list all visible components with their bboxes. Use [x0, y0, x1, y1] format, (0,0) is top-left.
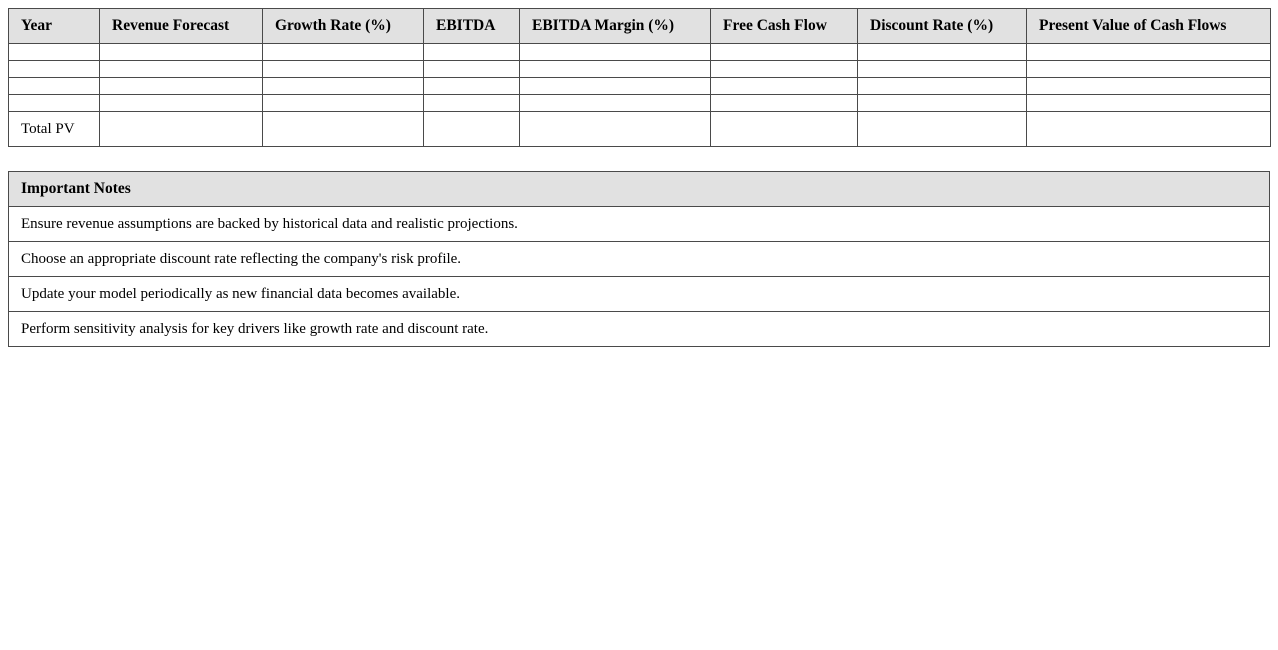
table-cell[interactable] [263, 61, 424, 78]
header-present-value: Present Value of Cash Flows [1027, 9, 1271, 44]
notes-table [8, 171, 1270, 347]
table-cell[interactable] [100, 61, 263, 78]
table-cell[interactable] [1027, 78, 1271, 95]
table-row [9, 95, 1271, 112]
table-cell[interactable] [9, 61, 100, 78]
dcf-header-row [9, 9, 1271, 44]
table-cell[interactable] [9, 95, 100, 112]
table-cell[interactable] [263, 44, 424, 61]
table-cell[interactable] [520, 44, 711, 61]
table-cell[interactable] [520, 95, 711, 112]
header-discount-rate: Discount Rate (%) [858, 9, 1027, 44]
table-cell[interactable] [858, 95, 1027, 112]
header-free-cash-flow: Free Cash Flow [711, 9, 858, 44]
note-item: Perform sensitivity analysis for key drivers like growth rate and discount rate. [9, 312, 1270, 347]
note-row [9, 312, 1270, 347]
table-row [9, 61, 1271, 78]
table-cell[interactable] [711, 95, 858, 112]
table-cell[interactable] [858, 44, 1027, 61]
total-pv-value-cell[interactable] [1027, 112, 1271, 147]
table-row [9, 78, 1271, 95]
note-row [9, 277, 1270, 312]
note-item: Choose an appropriate discount rate reflecting the company's risk profile. [9, 242, 1270, 277]
note-row [9, 207, 1270, 242]
table-cell[interactable] [424, 61, 520, 78]
table-cell[interactable] [711, 61, 858, 78]
note-item: Ensure revenue assumptions are backed by historical data and realistic projections. [9, 207, 1270, 242]
header-year: Year [9, 9, 100, 44]
table-cell[interactable] [520, 61, 711, 78]
dcf-table-body [9, 44, 1271, 147]
table-cell[interactable] [1027, 61, 1271, 78]
table-cell[interactable] [424, 44, 520, 61]
table-cell[interactable] [424, 78, 520, 95]
header-growth-rate: Growth Rate (%) [263, 9, 424, 44]
table-cell[interactable] [424, 95, 520, 112]
total-cell[interactable] [263, 112, 424, 147]
notes-header-row [9, 172, 1270, 207]
total-cell[interactable] [858, 112, 1027, 147]
table-cell[interactable] [520, 78, 711, 95]
header-ebitda-margin: EBITDA Margin (%) [520, 9, 711, 44]
dcf-table [8, 8, 1271, 147]
table-cell[interactable] [100, 78, 263, 95]
total-cell[interactable] [520, 112, 711, 147]
header-revenue-forecast: Revenue Forecast [100, 9, 263, 44]
table-cell[interactable] [858, 78, 1027, 95]
header-ebitda: EBITDA [424, 9, 520, 44]
table-cell[interactable] [9, 44, 100, 61]
total-row [9, 112, 1271, 147]
note-item: Update your model periodically as new financial data becomes available. [9, 277, 1270, 312]
page-content [8, 8, 1270, 347]
total-cell[interactable] [100, 112, 263, 147]
note-row [9, 242, 1270, 277]
table-cell[interactable] [711, 78, 858, 95]
table-cell[interactable] [1027, 44, 1271, 61]
total-cell[interactable] [711, 112, 858, 147]
table-cell[interactable] [263, 78, 424, 95]
table-cell[interactable] [1027, 95, 1271, 112]
table-cell[interactable] [711, 44, 858, 61]
total-pv-label: Total PV [9, 112, 100, 147]
table-cell[interactable] [100, 44, 263, 61]
notes-title: Important Notes [9, 172, 1270, 207]
table-cell[interactable] [858, 61, 1027, 78]
table-row [9, 44, 1271, 61]
table-cell[interactable] [9, 78, 100, 95]
total-cell[interactable] [424, 112, 520, 147]
table-cell[interactable] [100, 95, 263, 112]
table-cell[interactable] [263, 95, 424, 112]
